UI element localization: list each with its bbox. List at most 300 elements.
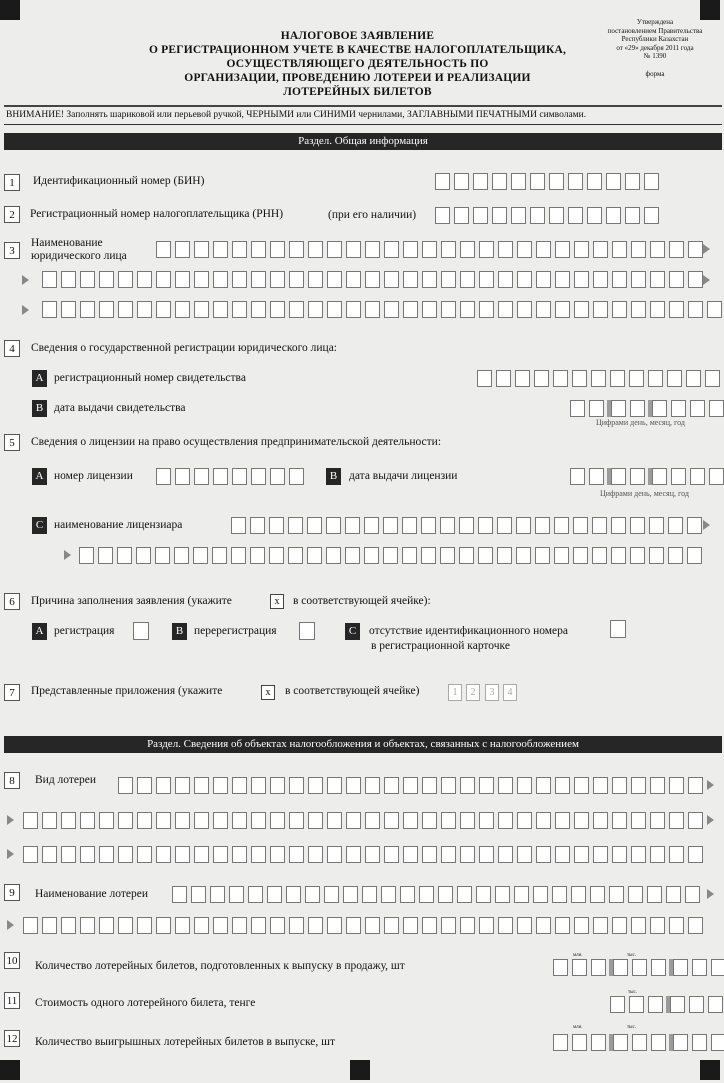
char-cell[interactable] — [477, 370, 492, 387]
char-cell[interactable] — [514, 886, 529, 903]
char-cell[interactable] — [573, 547, 588, 564]
char-cell[interactable] — [365, 846, 380, 863]
char-cell[interactable] — [308, 812, 323, 829]
char-cell[interactable] — [687, 547, 702, 564]
char-cell[interactable] — [232, 468, 247, 485]
digit-cell[interactable] — [651, 1034, 666, 1051]
char-cell[interactable] — [61, 271, 76, 288]
char-cell[interactable] — [250, 517, 265, 534]
char-cell[interactable] — [688, 846, 703, 863]
char-cell[interactable] — [587, 173, 602, 190]
char-cell[interactable] — [530, 173, 545, 190]
char-cell[interactable] — [269, 547, 284, 564]
char-cell[interactable] — [707, 301, 722, 318]
char-cell[interactable] — [498, 301, 513, 318]
char-cell[interactable] — [644, 173, 659, 190]
char-cell[interactable] — [441, 777, 456, 794]
char-cell[interactable] — [156, 271, 171, 288]
char-cell[interactable] — [650, 241, 665, 258]
char-cell[interactable] — [517, 777, 532, 794]
digit-cell[interactable] — [670, 996, 685, 1013]
char-cell[interactable] — [98, 547, 113, 564]
char-cell[interactable] — [42, 271, 57, 288]
char-cell[interactable] — [511, 173, 526, 190]
char-cell[interactable] — [383, 547, 398, 564]
char-cell[interactable] — [669, 777, 684, 794]
char-cell[interactable] — [593, 846, 608, 863]
char-cell[interactable] — [495, 886, 510, 903]
char-cell[interactable] — [498, 241, 513, 258]
char-cell[interactable] — [403, 812, 418, 829]
char-cell[interactable] — [498, 777, 513, 794]
char-cell[interactable] — [80, 846, 95, 863]
char-cell[interactable] — [289, 777, 304, 794]
char-cell[interactable] — [630, 517, 645, 534]
char-cell[interactable] — [308, 271, 323, 288]
char-cell[interactable] — [326, 517, 341, 534]
char-cell[interactable] — [308, 301, 323, 318]
char-cell[interactable] — [593, 917, 608, 934]
char-cell[interactable] — [269, 517, 284, 534]
char-cell[interactable] — [530, 207, 545, 224]
char-cell[interactable] — [156, 301, 171, 318]
char-cell[interactable] — [324, 886, 339, 903]
char-cell[interactable] — [194, 812, 209, 829]
digit-cell[interactable] — [671, 400, 686, 417]
char-cell[interactable] — [308, 777, 323, 794]
char-cell[interactable] — [270, 271, 285, 288]
char-cell[interactable] — [137, 777, 152, 794]
char-cell[interactable] — [479, 917, 494, 934]
char-cell[interactable] — [515, 370, 530, 387]
char-cell[interactable] — [175, 301, 190, 318]
char-cell[interactable] — [193, 547, 208, 564]
digit-cell[interactable] — [711, 1034, 724, 1051]
char-cell[interactable] — [118, 812, 133, 829]
char-cell[interactable] — [194, 468, 209, 485]
char-cell[interactable] — [422, 777, 437, 794]
attachment-4-checkbox[interactable]: 4 — [503, 684, 517, 701]
digit-cell[interactable] — [709, 468, 724, 485]
char-cell[interactable] — [606, 173, 621, 190]
digit-cell[interactable] — [673, 959, 688, 976]
char-cell[interactable] — [555, 777, 570, 794]
char-cell[interactable] — [362, 886, 377, 903]
digit-cell[interactable] — [570, 468, 585, 485]
char-cell[interactable] — [611, 517, 626, 534]
char-cell[interactable] — [649, 517, 664, 534]
char-cell[interactable] — [251, 846, 266, 863]
char-cell[interactable] — [460, 777, 475, 794]
char-cell[interactable] — [61, 846, 76, 863]
char-cell[interactable] — [327, 917, 342, 934]
char-cell[interactable] — [649, 547, 664, 564]
char-cell[interactable] — [492, 173, 507, 190]
char-cell[interactable] — [402, 547, 417, 564]
digit-cell[interactable] — [589, 400, 604, 417]
char-cell[interactable] — [587, 207, 602, 224]
char-cell[interactable] — [492, 207, 507, 224]
char-cell[interactable] — [213, 846, 228, 863]
digit-cell[interactable] — [632, 1034, 647, 1051]
char-cell[interactable] — [175, 917, 190, 934]
char-cell[interactable] — [80, 917, 95, 934]
char-cell[interactable] — [555, 271, 570, 288]
char-cell[interactable] — [99, 846, 114, 863]
char-cell[interactable] — [289, 812, 304, 829]
char-cell[interactable] — [231, 517, 246, 534]
digit-cell[interactable] — [611, 400, 626, 417]
char-cell[interactable] — [479, 846, 494, 863]
char-cell[interactable] — [647, 886, 662, 903]
char-cell[interactable] — [231, 547, 246, 564]
char-cell[interactable] — [440, 517, 455, 534]
char-cell[interactable] — [457, 886, 472, 903]
digit-cell[interactable] — [630, 468, 645, 485]
char-cell[interactable] — [118, 271, 133, 288]
char-cell[interactable] — [669, 846, 684, 863]
char-cell[interactable] — [248, 886, 263, 903]
char-cell[interactable] — [574, 917, 589, 934]
char-cell[interactable] — [441, 271, 456, 288]
reason-reregistration-checkbox[interactable] — [299, 622, 315, 640]
digit-cell[interactable] — [671, 468, 686, 485]
char-cell[interactable] — [327, 241, 342, 258]
char-cell[interactable] — [479, 241, 494, 258]
char-cell[interactable] — [422, 917, 437, 934]
char-cell[interactable] — [364, 547, 379, 564]
char-cell[interactable] — [421, 517, 436, 534]
char-cell[interactable] — [574, 777, 589, 794]
char-cell[interactable] — [307, 547, 322, 564]
char-cell[interactable] — [650, 917, 665, 934]
char-cell[interactable] — [136, 547, 151, 564]
char-cell[interactable] — [191, 886, 206, 903]
char-cell[interactable] — [625, 207, 640, 224]
char-cell[interactable] — [498, 917, 513, 934]
char-cell[interactable] — [536, 846, 551, 863]
char-cell[interactable] — [517, 846, 532, 863]
char-cell[interactable] — [213, 812, 228, 829]
char-cell[interactable] — [460, 812, 475, 829]
char-cell[interactable] — [460, 241, 475, 258]
char-cell[interactable] — [497, 517, 512, 534]
char-cell[interactable] — [572, 370, 587, 387]
char-cell[interactable] — [441, 812, 456, 829]
attachment-2-checkbox[interactable]: 2 — [466, 684, 480, 701]
char-cell[interactable] — [498, 846, 513, 863]
char-cell[interactable] — [669, 241, 684, 258]
char-cell[interactable] — [554, 547, 569, 564]
char-cell[interactable] — [422, 271, 437, 288]
char-cell[interactable] — [194, 846, 209, 863]
char-cell[interactable] — [327, 271, 342, 288]
digit-cell[interactable] — [611, 468, 626, 485]
char-cell[interactable] — [270, 812, 285, 829]
char-cell[interactable] — [644, 207, 659, 224]
char-cell[interactable] — [156, 777, 171, 794]
char-cell[interactable] — [592, 547, 607, 564]
digit-cell[interactable] — [591, 959, 606, 976]
char-cell[interactable] — [213, 241, 228, 258]
char-cell[interactable] — [403, 301, 418, 318]
char-cell[interactable] — [536, 917, 551, 934]
char-cell[interactable] — [42, 812, 57, 829]
char-cell[interactable] — [175, 241, 190, 258]
char-cell[interactable] — [688, 917, 703, 934]
char-cell[interactable] — [667, 370, 682, 387]
char-cell[interactable] — [210, 886, 225, 903]
digit-cell[interactable] — [613, 959, 628, 976]
char-cell[interactable] — [232, 241, 247, 258]
char-cell[interactable] — [270, 917, 285, 934]
char-cell[interactable] — [61, 812, 76, 829]
char-cell[interactable] — [669, 812, 684, 829]
char-cell[interactable] — [288, 517, 303, 534]
char-cell[interactable] — [612, 812, 627, 829]
digit-cell[interactable] — [652, 400, 667, 417]
digit-cell[interactable] — [692, 959, 707, 976]
char-cell[interactable] — [549, 173, 564, 190]
char-cell[interactable] — [174, 547, 189, 564]
char-cell[interactable] — [555, 917, 570, 934]
char-cell[interactable] — [403, 241, 418, 258]
char-cell[interactable] — [554, 517, 569, 534]
char-cell[interactable] — [270, 777, 285, 794]
char-cell[interactable] — [346, 846, 361, 863]
digit-cell[interactable] — [629, 996, 644, 1013]
char-cell[interactable] — [517, 301, 532, 318]
char-cell[interactable] — [574, 846, 589, 863]
char-cell[interactable] — [384, 271, 399, 288]
char-cell[interactable] — [194, 917, 209, 934]
char-cell[interactable] — [549, 207, 564, 224]
digit-cell[interactable] — [610, 996, 625, 1013]
char-cell[interactable] — [288, 547, 303, 564]
char-cell[interactable] — [175, 271, 190, 288]
digit-cell[interactable] — [690, 400, 705, 417]
char-cell[interactable] — [346, 917, 361, 934]
char-cell[interactable] — [99, 301, 114, 318]
char-cell[interactable] — [384, 777, 399, 794]
char-cell[interactable] — [459, 517, 474, 534]
char-cell[interactable] — [251, 812, 266, 829]
char-cell[interactable] — [42, 301, 57, 318]
char-cell[interactable] — [631, 777, 646, 794]
char-cell[interactable] — [23, 846, 38, 863]
char-cell[interactable] — [612, 301, 627, 318]
char-cell[interactable] — [574, 812, 589, 829]
char-cell[interactable] — [612, 241, 627, 258]
char-cell[interactable] — [688, 271, 703, 288]
char-cell[interactable] — [593, 271, 608, 288]
char-cell[interactable] — [156, 846, 171, 863]
char-cell[interactable] — [568, 207, 583, 224]
char-cell[interactable] — [516, 547, 531, 564]
digit-cell[interactable] — [553, 959, 568, 976]
char-cell[interactable] — [346, 777, 361, 794]
char-cell[interactable] — [346, 812, 361, 829]
char-cell[interactable] — [194, 241, 209, 258]
char-cell[interactable] — [286, 886, 301, 903]
char-cell[interactable] — [705, 370, 720, 387]
char-cell[interactable] — [326, 547, 341, 564]
char-cell[interactable] — [289, 271, 304, 288]
char-cell[interactable] — [251, 777, 266, 794]
char-cell[interactable] — [422, 241, 437, 258]
char-cell[interactable] — [517, 241, 532, 258]
char-cell[interactable] — [476, 886, 491, 903]
char-cell[interactable] — [403, 777, 418, 794]
char-cell[interactable] — [327, 812, 342, 829]
char-cell[interactable] — [685, 886, 700, 903]
char-cell[interactable] — [631, 917, 646, 934]
char-cell[interactable] — [289, 301, 304, 318]
char-cell[interactable] — [593, 777, 608, 794]
char-cell[interactable] — [668, 547, 683, 564]
char-cell[interactable] — [137, 271, 152, 288]
char-cell[interactable] — [251, 917, 266, 934]
char-cell[interactable] — [628, 886, 643, 903]
char-cell[interactable] — [498, 812, 513, 829]
char-cell[interactable] — [440, 547, 455, 564]
digit-cell[interactable] — [591, 1034, 606, 1051]
char-cell[interactable] — [536, 271, 551, 288]
char-cell[interactable] — [593, 812, 608, 829]
char-cell[interactable] — [251, 241, 266, 258]
char-cell[interactable] — [175, 812, 190, 829]
char-cell[interactable] — [650, 846, 665, 863]
char-cell[interactable] — [400, 886, 415, 903]
attachment-1-checkbox[interactable]: 1 — [448, 684, 462, 701]
char-cell[interactable] — [479, 777, 494, 794]
char-cell[interactable] — [61, 301, 76, 318]
char-cell[interactable] — [609, 886, 624, 903]
digit-cell[interactable] — [572, 1034, 587, 1051]
char-cell[interactable] — [289, 846, 304, 863]
char-cell[interactable] — [365, 777, 380, 794]
char-cell[interactable] — [669, 301, 684, 318]
char-cell[interactable] — [668, 517, 683, 534]
digit-cell[interactable] — [673, 1034, 688, 1051]
digit-cell[interactable] — [692, 1034, 707, 1051]
char-cell[interactable] — [99, 917, 114, 934]
char-cell[interactable] — [213, 777, 228, 794]
char-cell[interactable] — [650, 812, 665, 829]
char-cell[interactable] — [403, 846, 418, 863]
char-cell[interactable] — [270, 301, 285, 318]
char-cell[interactable] — [421, 547, 436, 564]
char-cell[interactable] — [270, 846, 285, 863]
char-cell[interactable] — [137, 812, 152, 829]
char-cell[interactable] — [435, 207, 450, 224]
reason-registration-checkbox[interactable] — [133, 622, 149, 640]
char-cell[interactable] — [631, 301, 646, 318]
char-cell[interactable] — [555, 241, 570, 258]
digit-cell[interactable] — [630, 400, 645, 417]
char-cell[interactable] — [441, 241, 456, 258]
char-cell[interactable] — [631, 812, 646, 829]
char-cell[interactable] — [232, 301, 247, 318]
digit-cell[interactable] — [711, 959, 724, 976]
digit-cell[interactable] — [689, 996, 704, 1013]
char-cell[interactable] — [365, 301, 380, 318]
char-cell[interactable] — [478, 547, 493, 564]
char-cell[interactable] — [365, 812, 380, 829]
char-cell[interactable] — [460, 301, 475, 318]
char-cell[interactable] — [270, 241, 285, 258]
char-cell[interactable] — [478, 517, 493, 534]
char-cell[interactable] — [251, 301, 266, 318]
char-cell[interactable] — [232, 812, 247, 829]
char-cell[interactable] — [422, 812, 437, 829]
char-cell[interactable] — [612, 917, 627, 934]
char-cell[interactable] — [117, 547, 132, 564]
char-cell[interactable] — [473, 207, 488, 224]
digit-cell[interactable] — [613, 1034, 628, 1051]
char-cell[interactable] — [346, 271, 361, 288]
char-cell[interactable] — [229, 886, 244, 903]
char-cell[interactable] — [498, 271, 513, 288]
char-cell[interactable] — [631, 846, 646, 863]
char-cell[interactable] — [555, 301, 570, 318]
char-cell[interactable] — [327, 301, 342, 318]
char-cell[interactable] — [156, 812, 171, 829]
char-cell[interactable] — [80, 271, 95, 288]
char-cell[interactable] — [172, 886, 187, 903]
char-cell[interactable] — [156, 468, 171, 485]
char-cell[interactable] — [419, 886, 434, 903]
char-cell[interactable] — [212, 547, 227, 564]
char-cell[interactable] — [573, 517, 588, 534]
char-cell[interactable] — [592, 517, 607, 534]
digit-cell[interactable] — [652, 468, 667, 485]
char-cell[interactable] — [669, 917, 684, 934]
char-cell[interactable] — [307, 517, 322, 534]
char-cell[interactable] — [610, 370, 625, 387]
reason-no-id-checkbox[interactable] — [610, 620, 626, 638]
digit-cell[interactable] — [709, 400, 724, 417]
char-cell[interactable] — [403, 271, 418, 288]
char-cell[interactable] — [552, 886, 567, 903]
char-cell[interactable] — [118, 846, 133, 863]
char-cell[interactable] — [511, 207, 526, 224]
char-cell[interactable] — [194, 301, 209, 318]
char-cell[interactable] — [175, 777, 190, 794]
digit-cell[interactable] — [572, 959, 587, 976]
char-cell[interactable] — [213, 917, 228, 934]
char-cell[interactable] — [648, 370, 663, 387]
char-cell[interactable] — [574, 241, 589, 258]
char-cell[interactable] — [438, 886, 453, 903]
char-cell[interactable] — [669, 271, 684, 288]
char-cell[interactable] — [251, 271, 266, 288]
char-cell[interactable] — [460, 846, 475, 863]
char-cell[interactable] — [688, 777, 703, 794]
char-cell[interactable] — [611, 547, 626, 564]
char-cell[interactable] — [305, 886, 320, 903]
char-cell[interactable] — [536, 301, 551, 318]
char-cell[interactable] — [118, 301, 133, 318]
char-cell[interactable] — [535, 547, 550, 564]
char-cell[interactable] — [232, 846, 247, 863]
digit-cell[interactable] — [690, 468, 705, 485]
char-cell[interactable] — [536, 777, 551, 794]
char-cell[interactable] — [629, 370, 644, 387]
char-cell[interactable] — [517, 917, 532, 934]
char-cell[interactable] — [23, 917, 38, 934]
char-cell[interactable] — [383, 517, 398, 534]
